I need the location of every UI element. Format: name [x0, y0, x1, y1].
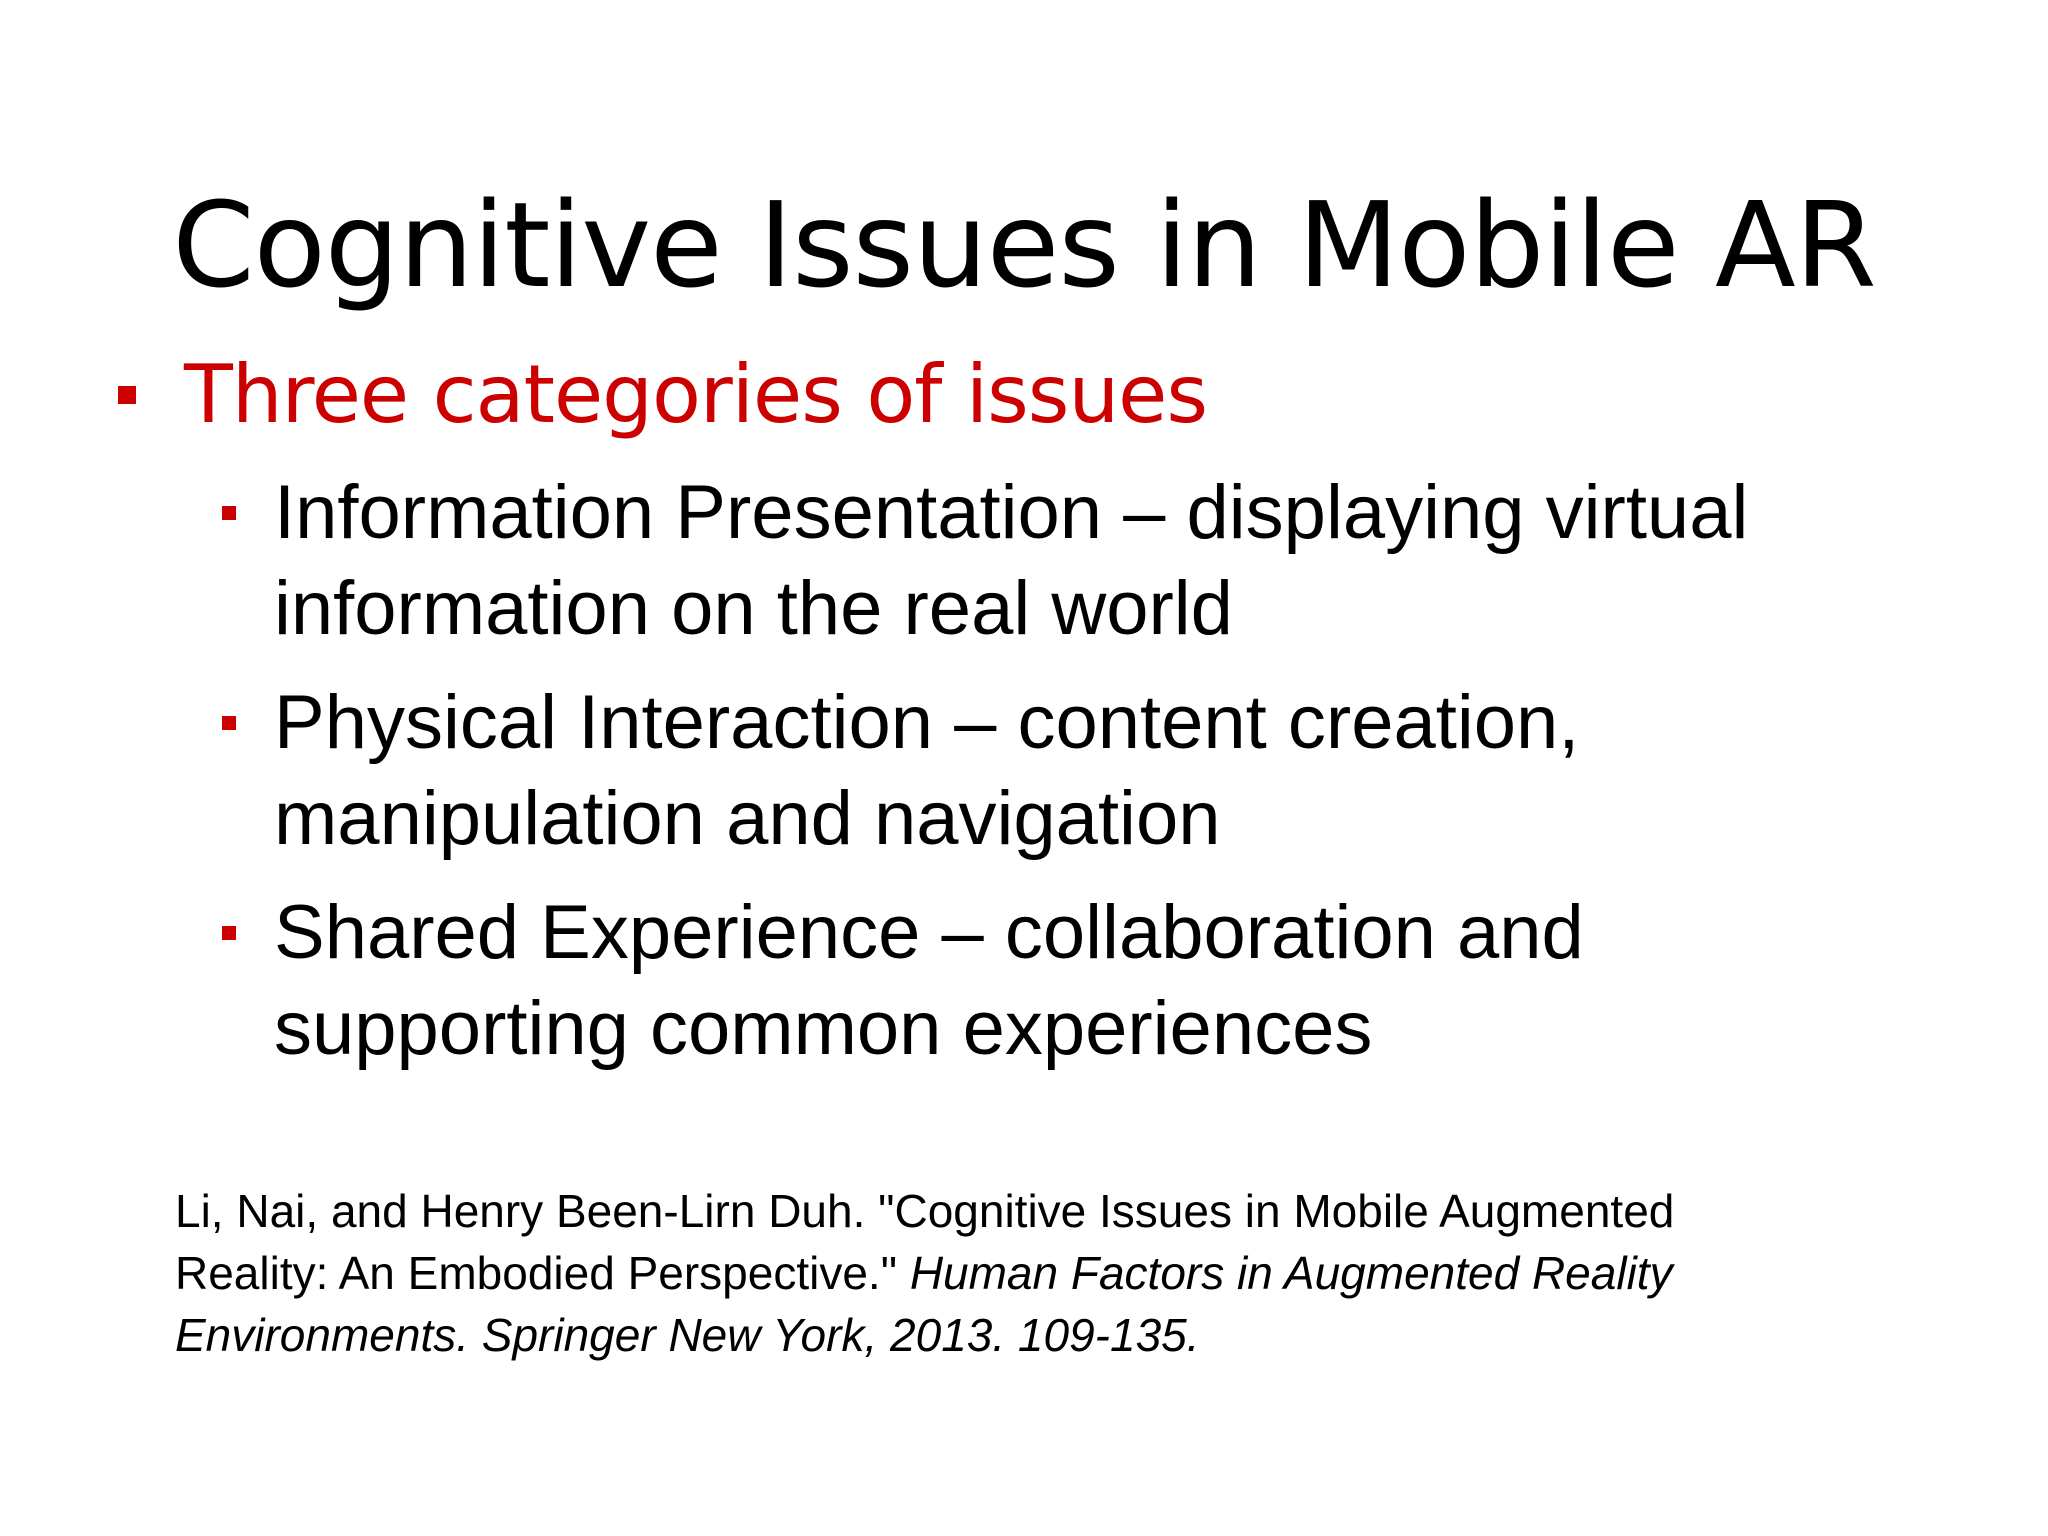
citation-line [175, 1242, 1955, 1304]
main-bullet-text: Three categories of issues [184, 348, 1208, 441]
sub-bullet-text [274, 885, 1584, 1077]
citation-italic-text: Human Factors in Augmented Reality [909, 1247, 1673, 1299]
sub-bullet-line: information on the real world [274, 566, 1233, 651]
square-bullet-icon [222, 506, 236, 520]
citation-line: Li, Nai, and Henry Been-Lirn Duh. "Cognitive Issues in Mobile Augmented [175, 1185, 1675, 1237]
square-bullet-icon [222, 716, 236, 730]
main-bullet [118, 340, 1207, 450]
citation-line [175, 1304, 1955, 1366]
sub-bullet-line: supporting common experiences [274, 986, 1373, 1071]
sub-bullet-line: manipulation and navigation [274, 776, 1221, 861]
square-bullet-icon [118, 386, 136, 404]
citation-italic-text: Environments. Springer New York, 2013. 109-135. [175, 1309, 1200, 1361]
sub-bullet-shared-experience [222, 885, 1584, 1077]
square-bullet-icon [222, 926, 236, 940]
sub-bullet-line: Physical Interaction – content creation, [274, 680, 1580, 765]
citation-plain-text: Reality: An Embodied Perspective." [175, 1247, 910, 1299]
sub-bullet-line: Shared Experience – collaboration and [274, 890, 1584, 975]
sub-bullet-text [274, 675, 1579, 867]
sub-bullet-line: Information Presentation – displaying virtual [274, 470, 1749, 555]
citation [175, 1180, 1955, 1366]
sub-bullet-text [274, 465, 1748, 657]
sub-bullet-information-presentation [222, 465, 1748, 657]
slide-title: Cognitive Issues in Mobile AR [172, 176, 1876, 314]
sub-bullet-physical-interaction [222, 675, 1579, 867]
